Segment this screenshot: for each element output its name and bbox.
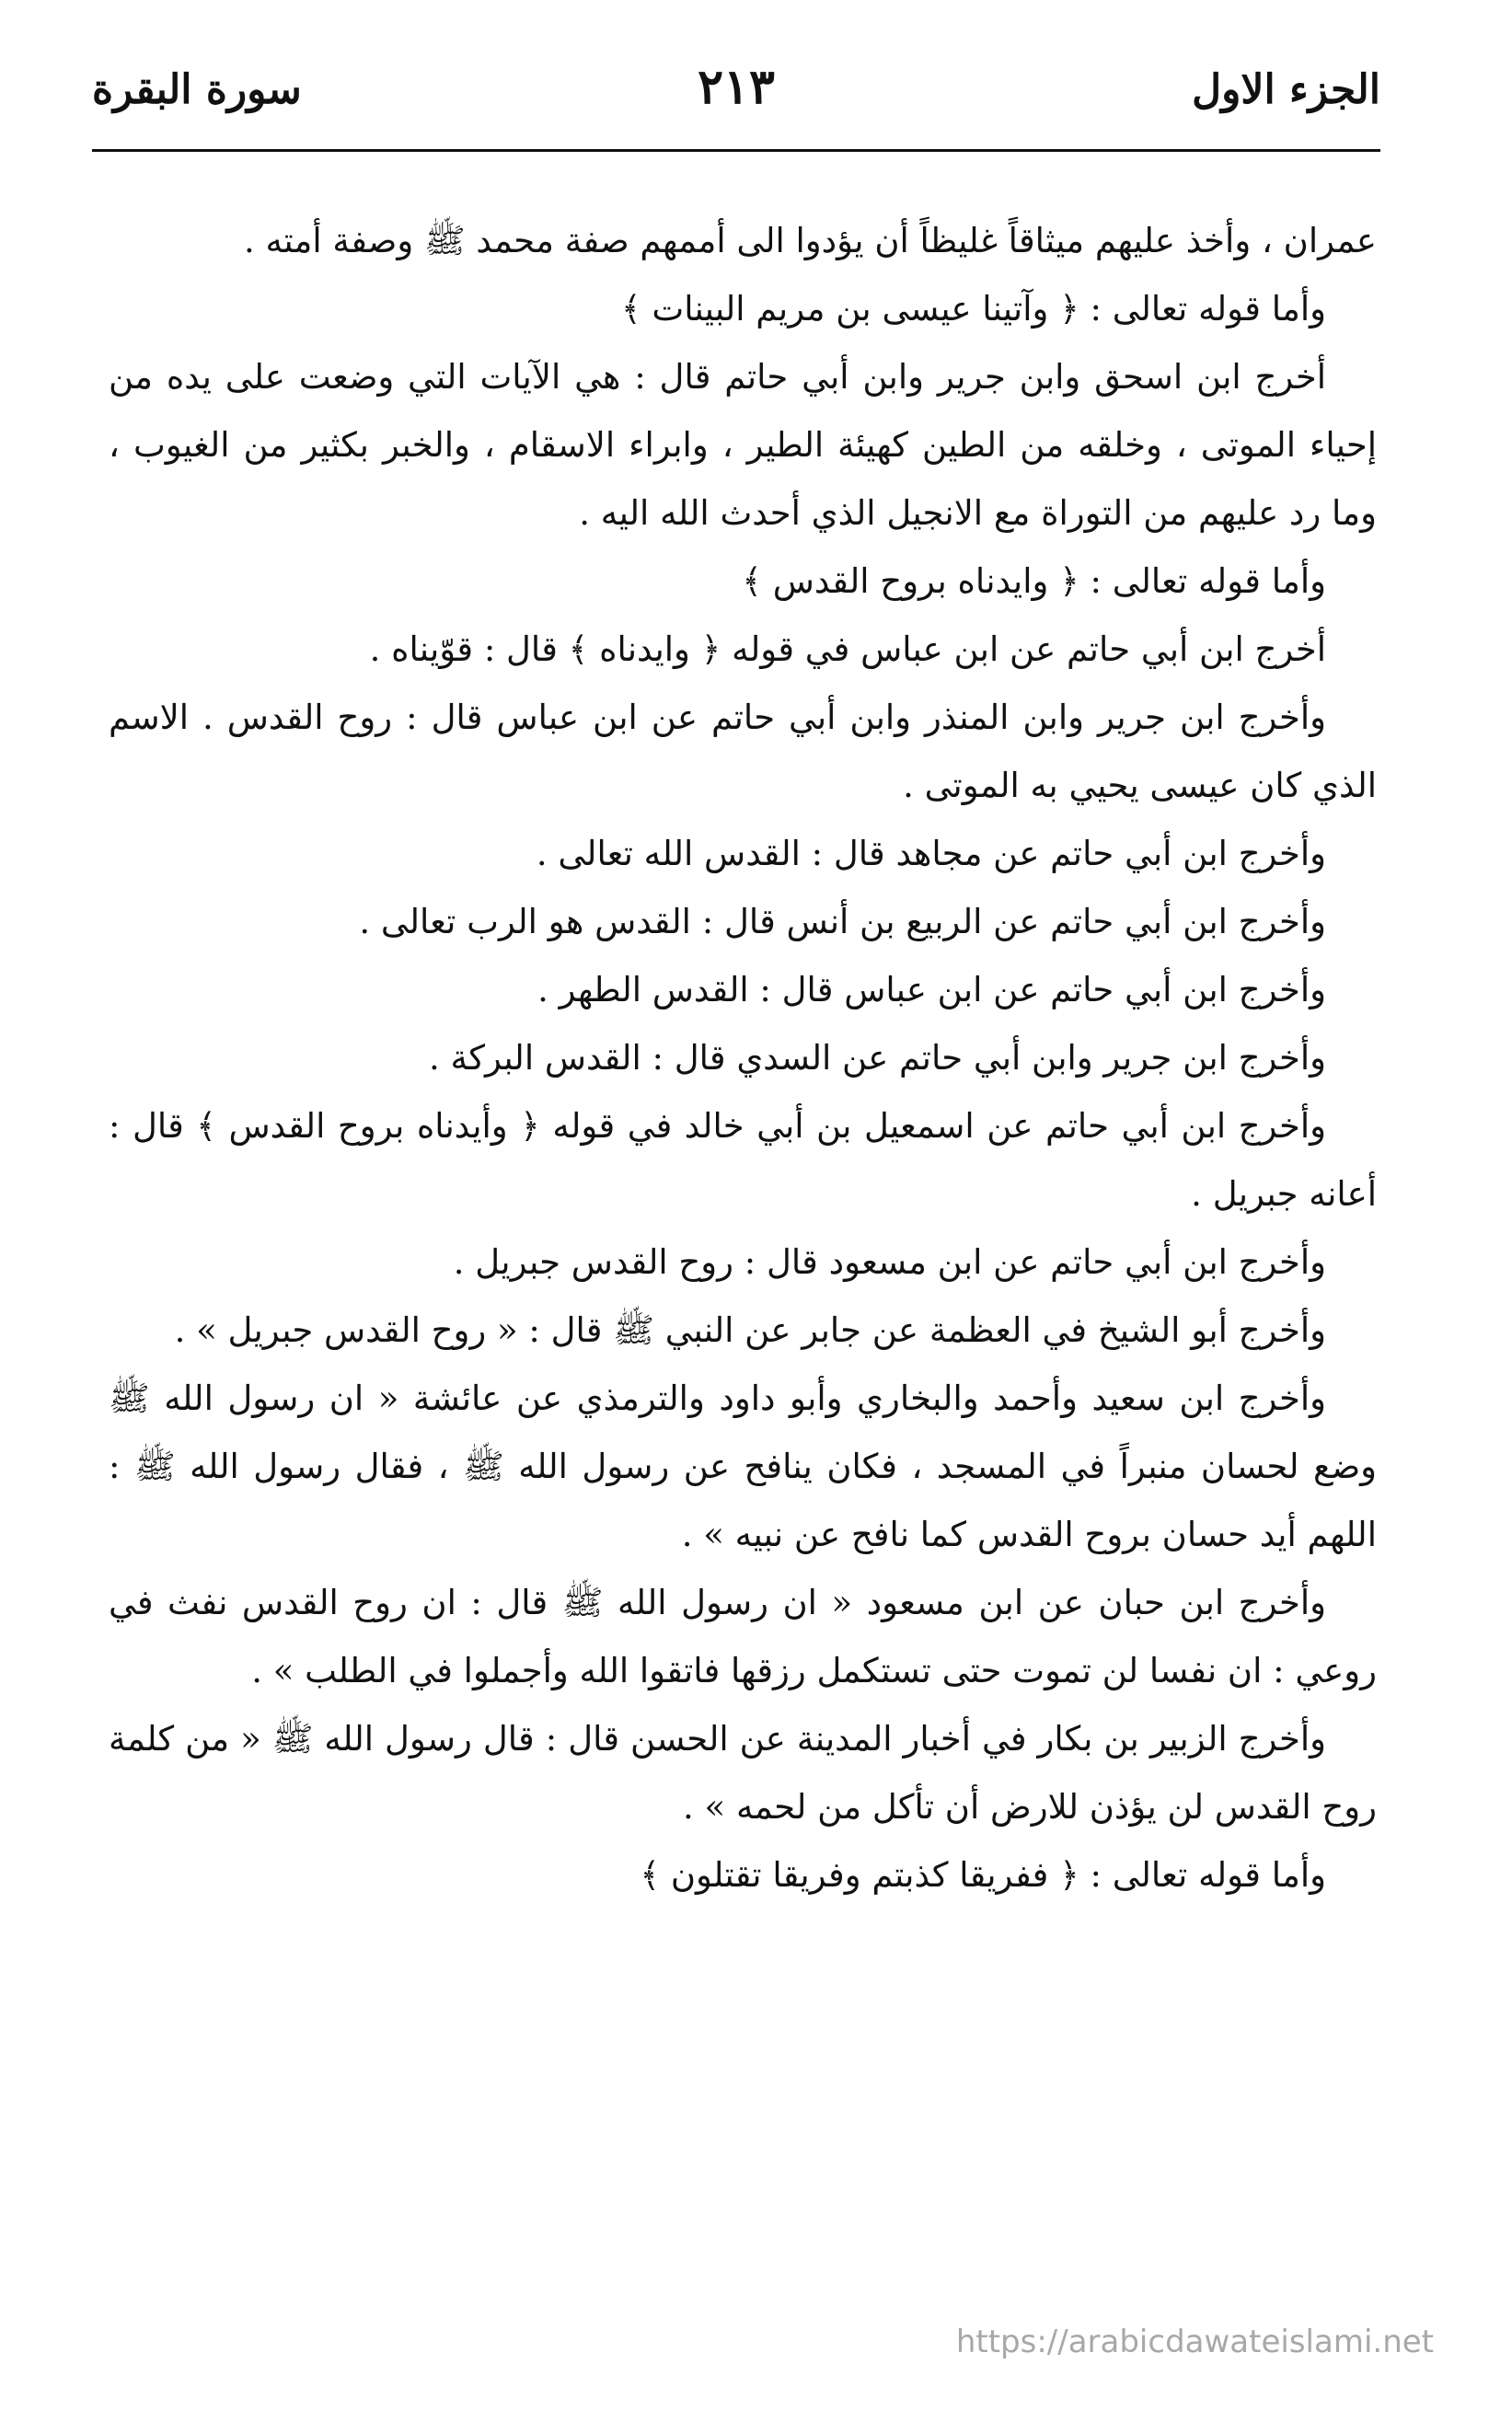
paragraph-8: وأخرج ابن أبي حاتم عن الربيع بن أنس قال : القدس هو الرب تعالى .: [359, 902, 1326, 941]
paragraph-12: وأخرج ابن أبي حاتم عن ابن مسعود قال : روح القدس جبريل .: [453, 1242, 1326, 1282]
watermark-url: https://arabicdawateislami.net: [955, 2324, 1434, 2360]
paragraph-1: عمران ، وأخذ عليهم ميثاقاً غليظاً أن يؤدوا الى أممهم صفة محمد ﷺ وصفة أمته .: [243, 221, 1377, 260]
paragraph-10: وأخرج ابن جرير وابن أبي حاتم عن السدي قال : القدس البركة .: [429, 1038, 1326, 1078]
page-body: [109, 207, 1377, 1909]
paragraph-3: أخرج ابن اسحق وابن جرير وابن أبي حاتم قال : هي الآيات التي وضعت على يده من إحياء الموتى ، وخلقه من الطين كهيئة الطير ، وابراء الاسقام ، والخبر بكثير من الغيوب ، وما رد عليهم من التوراة مع الانجيل الذي أحدث الله اليه .: [109, 357, 1377, 533]
paragraph-15: وأخرج ابن حبان عن ابن مسعود « ان رسول الله ﷺ قال : ان روح القدس نفث في روعي : ان نفسا لن تموت حتى تستكمل رزقها فاتقوا الله وأجملوا في الطلب » .: [109, 1583, 1377, 1690]
paragraph-9: وأخرج ابن أبي حاتم عن ابن عباس قال : القدس الطهر .: [537, 970, 1326, 1009]
paragraph-5: أخرج ابن أبي حاتم عن ابن عباس في قوله ﴿ وايدناه ﴾ قال : قوّيناه .: [369, 629, 1326, 669]
paragraph-6: وأخرج ابن جرير وابن المنذر وابن أبي حاتم عن ابن عباس قال : روح القدس . الاسم الذي كان عيسى يحيي به الموتى .: [109, 698, 1377, 805]
page-number: ٢١٣: [698, 59, 775, 115]
page-header: [92, 55, 1380, 147]
paragraph-11: وأخرج ابن أبي حاتم عن اسمعيل بن أبي خالد في قوله ﴿ وأيدناه بروح القدس ﴾ قال : أعانه جبريل .: [109, 1106, 1377, 1214]
paragraph-7: وأخرج ابن أبي حاتم عن مجاهد قال : القدس الله تعالى .: [536, 834, 1326, 873]
paragraph-2: وأما قوله تعالى : ﴿ وآتينا عيسى بن مريم البينات ﴾: [620, 289, 1326, 329]
paragraph-4: وأما قوله تعالى : ﴿ وايدناه بروح القدس ﴾: [742, 561, 1326, 601]
paragraph-16: وأخرج الزبير بن بكار في أخبار المدينة عن الحسن قال : قال رسول الله ﷺ « من كلمة روح القدس لن يؤذن للارض أن تأكل من لحمه » .: [109, 1719, 1377, 1827]
part-title: الجزء الاول: [1192, 66, 1380, 113]
header-divider: [92, 149, 1380, 152]
surah-title: سورة البقرة: [92, 66, 302, 113]
paragraph-14: وأخرج ابن سعيد وأحمد والبخاري وأبو داود والترمذي عن عائشة « ان رسول الله ﷺ وضع لحسان منبراً في المسجد ، فكان ينافح عن رسول الله ﷺ ، فقال رسول الله ﷺ : اللهم أيد حسان بروح القدس كما نافح عن نبيه » .: [109, 1379, 1377, 1554]
paragraph-17: وأما قوله تعالى : ﴿ ففريقا كذبتم وفريقا تقتلون ﴾: [640, 1855, 1326, 1895]
paragraph-13: وأخرج أبو الشيخ في العظمة عن جابر عن النبي ﷺ قال : « روح القدس جبريل » .: [174, 1310, 1326, 1350]
